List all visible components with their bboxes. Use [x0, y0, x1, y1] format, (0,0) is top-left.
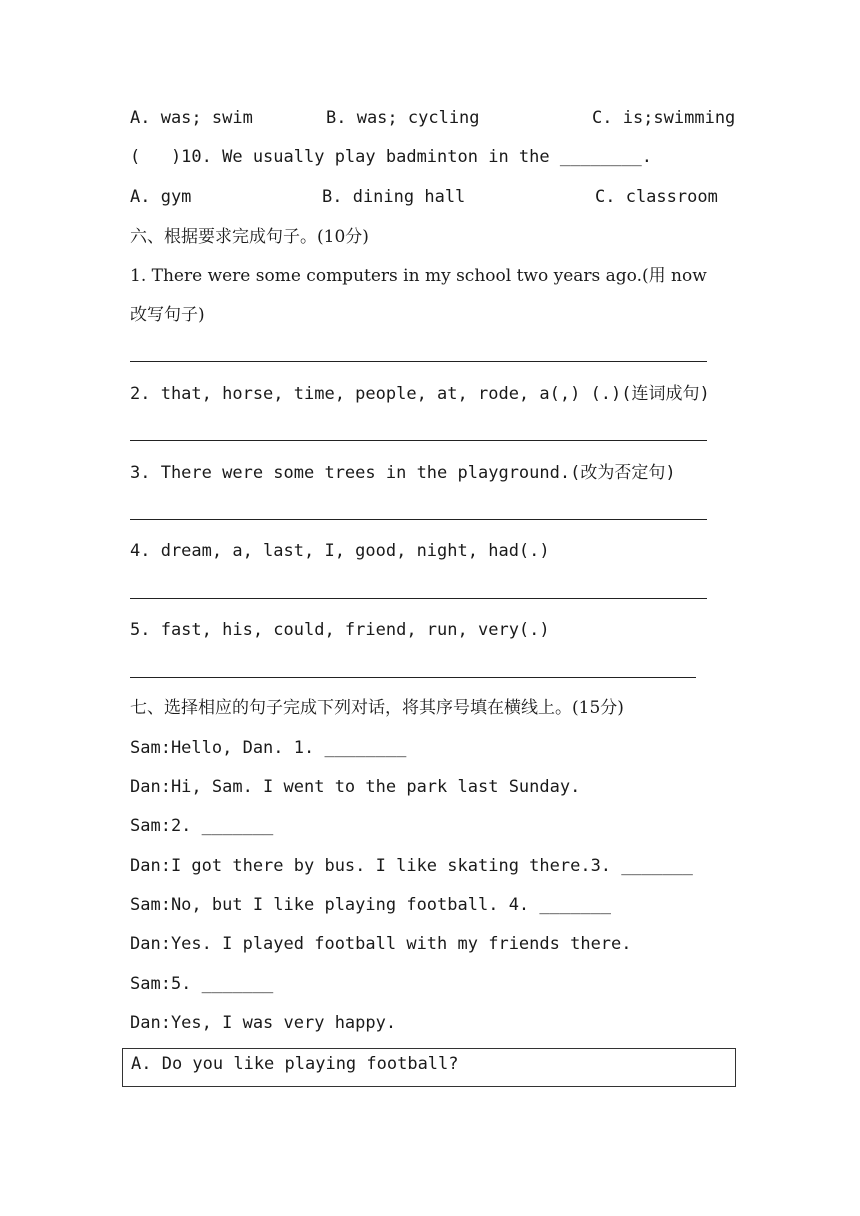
s6-item-4: 4. dream, a, last, I, good, night, had(.) [130, 541, 550, 561]
dialogue-line-6: Dan:Yes. I played football with my friends there. [130, 934, 632, 954]
dialogue-line-5: Sam:No, but I like playing football. 4. _______ [130, 895, 612, 915]
s6-item-1: 1. There were some computers in my school two years ago.(用 now [130, 266, 707, 286]
q10-option-b: B. dining hall [322, 187, 466, 207]
answer-line-2 [130, 440, 707, 441]
answer-line-3 [130, 519, 707, 520]
q9-option-b: B. was; cycling [326, 108, 480, 128]
dialogue-line-8: Dan:Yes, I was very happy. [130, 1013, 397, 1033]
q10-question: ( )10. We usually play badminton in the ________. [130, 147, 652, 167]
answer-line-4 [130, 598, 707, 599]
q9-option-c: C. is;swimming [592, 108, 736, 128]
answer-line-5 [130, 677, 696, 678]
s6-item-1-cont: 改写句子) [130, 305, 205, 325]
q9-option-a: A. was; swim [130, 108, 253, 128]
section7-title: 七、选择相应的句子完成下列对话，将其序号填在横线上。(15分) [130, 698, 624, 718]
answer-line-1 [130, 361, 707, 362]
s6-item-5: 5. fast, his, could, friend, run, very(.) [130, 620, 550, 640]
dialogue-line-2: Dan:Hi, Sam. I went to the park last Sunday. [130, 777, 581, 797]
s6-item-2: 2. that, horse, time, people, at, rode, a(,) (.)(连词成句) [130, 384, 710, 404]
option-a: A. Do you like playing football? [131, 1054, 459, 1074]
s6-item-3: 3. There were some trees in the playground.(改为否定句) [130, 463, 676, 483]
dialogue-line-3: Sam:2. _______ [130, 816, 274, 836]
dialogue-line-7: Sam:5. _______ [130, 974, 274, 994]
q10-option-c: C. classroom [595, 187, 718, 207]
dialogue-line-4: Dan:I got there by bus. I like skating there.3. _______ [130, 856, 693, 876]
section6-title: 六、根据要求完成句子。(10分) [130, 227, 369, 247]
dialogue-line-1: Sam:Hello, Dan. 1. ________ [130, 738, 407, 758]
q10-option-a: A. gym [130, 187, 192, 207]
options-box [122, 1048, 736, 1087]
